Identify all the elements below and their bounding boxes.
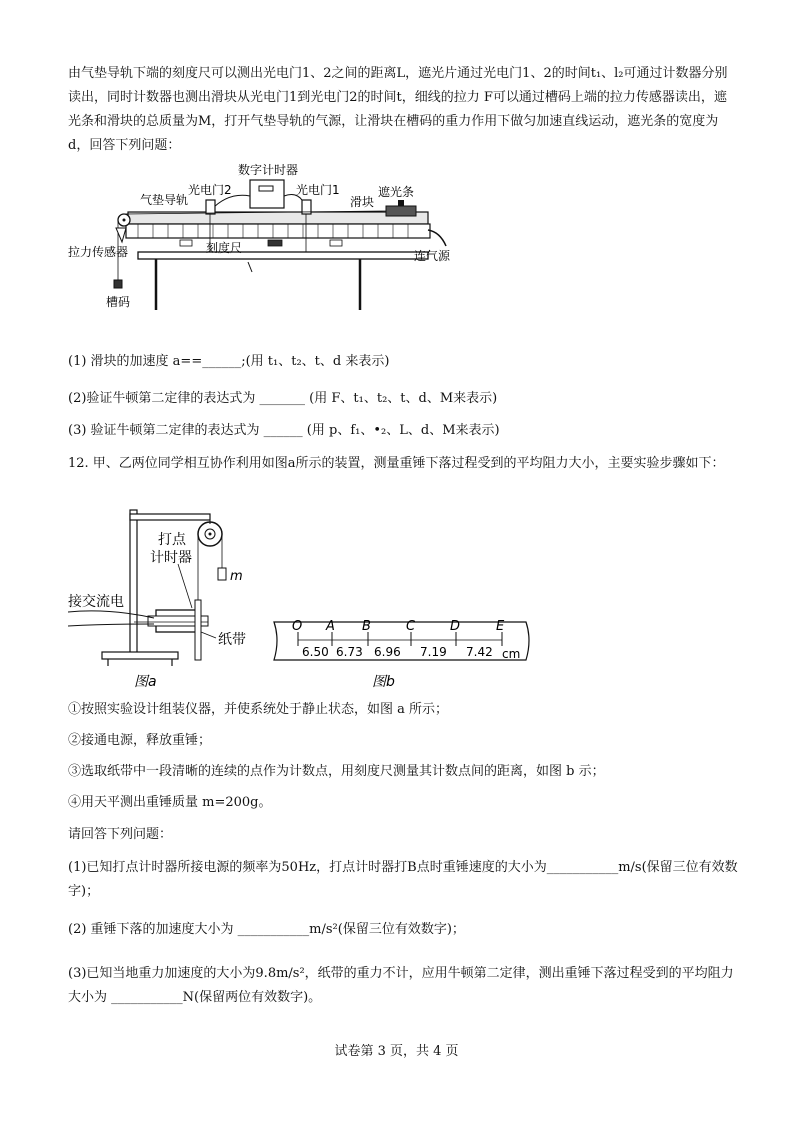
question-12: 12. 甲、乙两位同学相互协作利用如图a所示的装置，测量重锤下落过程受到的平均阻力大小，主要实验步骤如下： <box>68 456 725 471</box>
label-gate2: 光电门2 <box>188 183 232 197</box>
question-2: (2)验证牛顿第二定律的表达式为 _______ (用 F、t₁、t₂、t、d、M来表示) <box>68 391 498 406</box>
figure-a <box>68 500 268 690</box>
label-timer-line2: 计时器 <box>150 550 192 566</box>
answer-question-1: (1)已知打点计时器所接电源的频率为50Hz，打点计时器打B点时重锤速度的大小为___________m/s(保留三位有效数字)； <box>68 860 738 899</box>
figure-b <box>268 610 534 692</box>
distance-de: 7.42 <box>466 645 493 659</box>
step-1: ①按照实验设计组装仪器，并使系统处于静止状态，如图 a 所示； <box>68 702 449 717</box>
page-footer: 试卷第 3 页，共 4 页 <box>334 1044 459 1059</box>
point-label-a: A <box>326 619 335 634</box>
point-label-c: C <box>406 619 416 634</box>
answer-question-2: (2) 重锤下落的加速度大小为 ___________m/s²(保留三位有效数字)； <box>68 922 465 937</box>
point-label-e: E <box>496 619 505 634</box>
point-label-o: O <box>292 619 303 634</box>
step-2: ②接通电源，释放重锤； <box>68 733 212 748</box>
label-sensor: 拉力传感器 <box>68 245 129 259</box>
label-mass: m <box>230 569 243 584</box>
distance-oa: 6.50 <box>302 645 329 659</box>
point-label-d: D <box>450 619 461 634</box>
answer-question-3: (3)已知当地重力加速度的大小为9.8m/s²，纸带的重力不计，应用牛顿第二定律，测出重锤下落过程受到的平均阻力大小为 ___________N(保留两位有效数字)。 <box>68 966 734 1005</box>
caption-a: 图a <box>134 674 157 690</box>
caption-b: 图b <box>372 674 395 690</box>
intro-paragraph: 由气垫导轨下端的刻度尺可以测出光电门1、2之间的距离L，遮光片通过光电门1、2的时间t₁、l₂可通过计数器分别读出，同时计数器也测出滑块从光电门1到光电门2的时间t，细线的拉力 F可以通过槽码上端的拉力传感器读出，遮光条和滑块的总质量为M，打开气垫导轨的气源，让滑块在槽码的重力作用下做匀加速直线运动，遮光条的宽度为 d，回答下列问题： <box>68 66 728 153</box>
label-timer: 数字计时器 <box>238 163 299 177</box>
step-4: ④用天平测出重锤质量 m=200g。 <box>68 795 272 810</box>
label-gate1: 光电门1 <box>296 183 340 197</box>
distance-bc: 6.96 <box>374 645 401 659</box>
label-ruler: 刻度尺 <box>206 241 243 255</box>
label-slider: 滑块 <box>350 195 375 209</box>
distance-ab: 6.73 <box>336 645 363 659</box>
question-1: (1) 滑块的加速度 a==______;(用 t₁、t₂、t、d 来表示) <box>68 354 390 369</box>
step-3: ③选取纸带中一段清晰的连续的点作为计数点，用刻度尺测量其计数点间的距离，如图 b 示； <box>68 764 605 779</box>
label-shade: 遮光条 <box>378 185 415 199</box>
label-timer-line1: 打点 <box>158 532 186 548</box>
distance-cd: 7.19 <box>420 645 447 659</box>
label-rail: 气垫导轨 <box>140 193 189 207</box>
air-track-figure <box>68 160 468 315</box>
answer-prompt: 请回答下列问题： <box>68 827 173 842</box>
label-weight: 槽码 <box>106 295 131 309</box>
label-tape: 纸带 <box>218 632 246 648</box>
label-ac: 接交流电 <box>68 594 124 610</box>
question-3: (3) 验证牛顿第二定律的表达式为 ______ (用 p、f₁、•₂、L、d、M来表示) <box>68 423 500 438</box>
label-air: 连气源 <box>414 249 451 263</box>
point-label-b: B <box>362 619 371 634</box>
distance-unit: cm <box>502 647 521 661</box>
